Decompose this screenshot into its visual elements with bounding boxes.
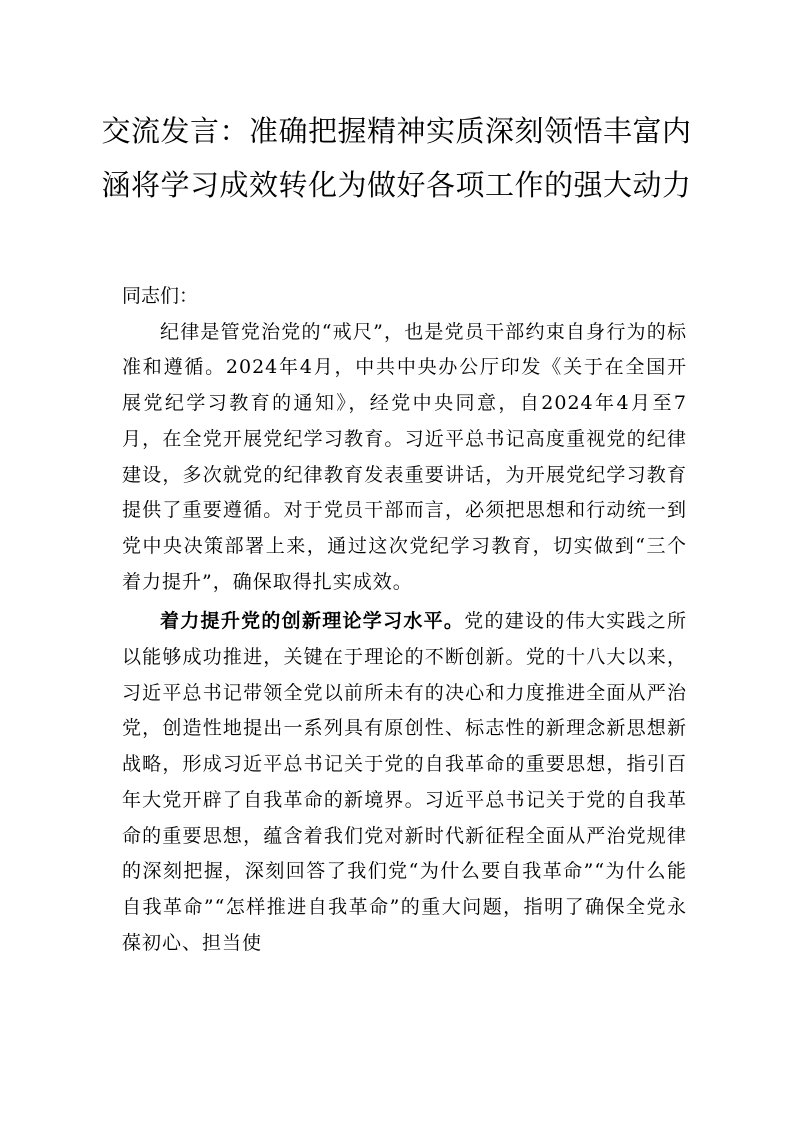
paragraph-text: 党的建设的伟大实践之所以能够成功推进，关键在于理论的不断创新。党的十八大以来，习近平总书记带领全党以前所未有的决心和力度推进全面从严治党，创造性地提出一系列具有原创性、标志性的新理念新思想新战略，形成习近平总书记关于党的自我革命的重要思想，指引百年大党开辟了自我革命的新境界。习近平总书记关于党的自我革命的重要思想，蕴含着我们党对新时代新征程全面从严治党规律的深刻把握，深刻回答了我们党“为什么要自我革命”“为什么能自我革命”“怎样推进自我革命”的重大问题，指明了确保全党永葆初心、担当使: [122, 610, 687, 954]
document-body: [122, 279, 687, 961]
paragraph-text: 纪律是管党治党的“戒尺”，也是党员干部约束自身行为的标准和遵循。2024年4月，中共中央办公厅印发《关于在全国开展党纪学习教育的通知》，经党中央同意，自2024年4月至7月，在全党开展党纪学习教育。习近平总书记高度重视党的纪律建设，多次就党的纪律教育发表重要讲话，为开展党纪学习教育提供了重要遵循。对于党员干部而言，必须把思想和行动统一到党中央决策部署上来，通过这次党纪学习教育，切实做到“三个着力提升”，确保取得扎实成效。: [122, 320, 687, 593]
paragraph-theory-study: [122, 604, 687, 961]
paragraph-heading: 着力提升党的创新理论学习水平。: [160, 610, 465, 633]
salutation: 同志们：: [122, 285, 199, 307]
document-title: 交流发言：准确把握精神实质深刻领悟丰富内涵将学习成效转化为做好各项工作的强大动力: [101, 114, 692, 202]
paragraph-intro: [122, 315, 687, 601]
